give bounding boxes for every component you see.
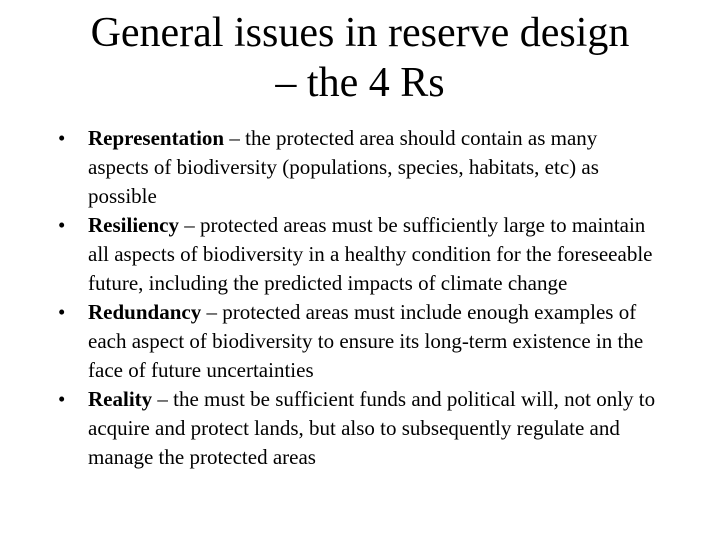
bullet-text: – the protected area should contain as many aspects of biodiversity (populations, species, habitats, etc) as possible (88, 126, 599, 208)
bullet-icon: • (58, 300, 66, 324)
bullet-term: Redundancy (88, 300, 202, 324)
slide-title (40, 8, 680, 108)
bullet-item-representation (58, 124, 658, 211)
slide-title-line-2: – the 4 Rs (275, 60, 445, 106)
bullet-item-redundancy (58, 298, 658, 385)
bullet-term: Resiliency (88, 213, 179, 237)
slide-title-line-1: General issues in reserve design (90, 10, 630, 56)
bullet-term: Reality (88, 387, 153, 411)
bullet-text: – the must be sufficient funds and political will, not only to acquire and protect lands, but also to subsequently regulate and manage the protected areas (88, 387, 656, 469)
bullet-icon: • (58, 387, 66, 411)
bullet-icon: • (58, 126, 66, 150)
bullet-item-reality (58, 385, 658, 472)
bullet-icon: • (58, 213, 66, 237)
bullet-text: – protected areas must include enough examples of each aspect of biodiversity to ensure its long-term existence in the face of future uncertainties (88, 300, 644, 382)
bullet-term: Representation (88, 126, 225, 150)
bullet-list (58, 124, 658, 472)
bullet-text: – protected areas must be sufficiently large to maintain all aspects of biodiversity in a healthy condition for the foreseeable future, including the predicted impacts of climate change (88, 213, 653, 295)
bullet-item-resiliency (58, 211, 658, 298)
